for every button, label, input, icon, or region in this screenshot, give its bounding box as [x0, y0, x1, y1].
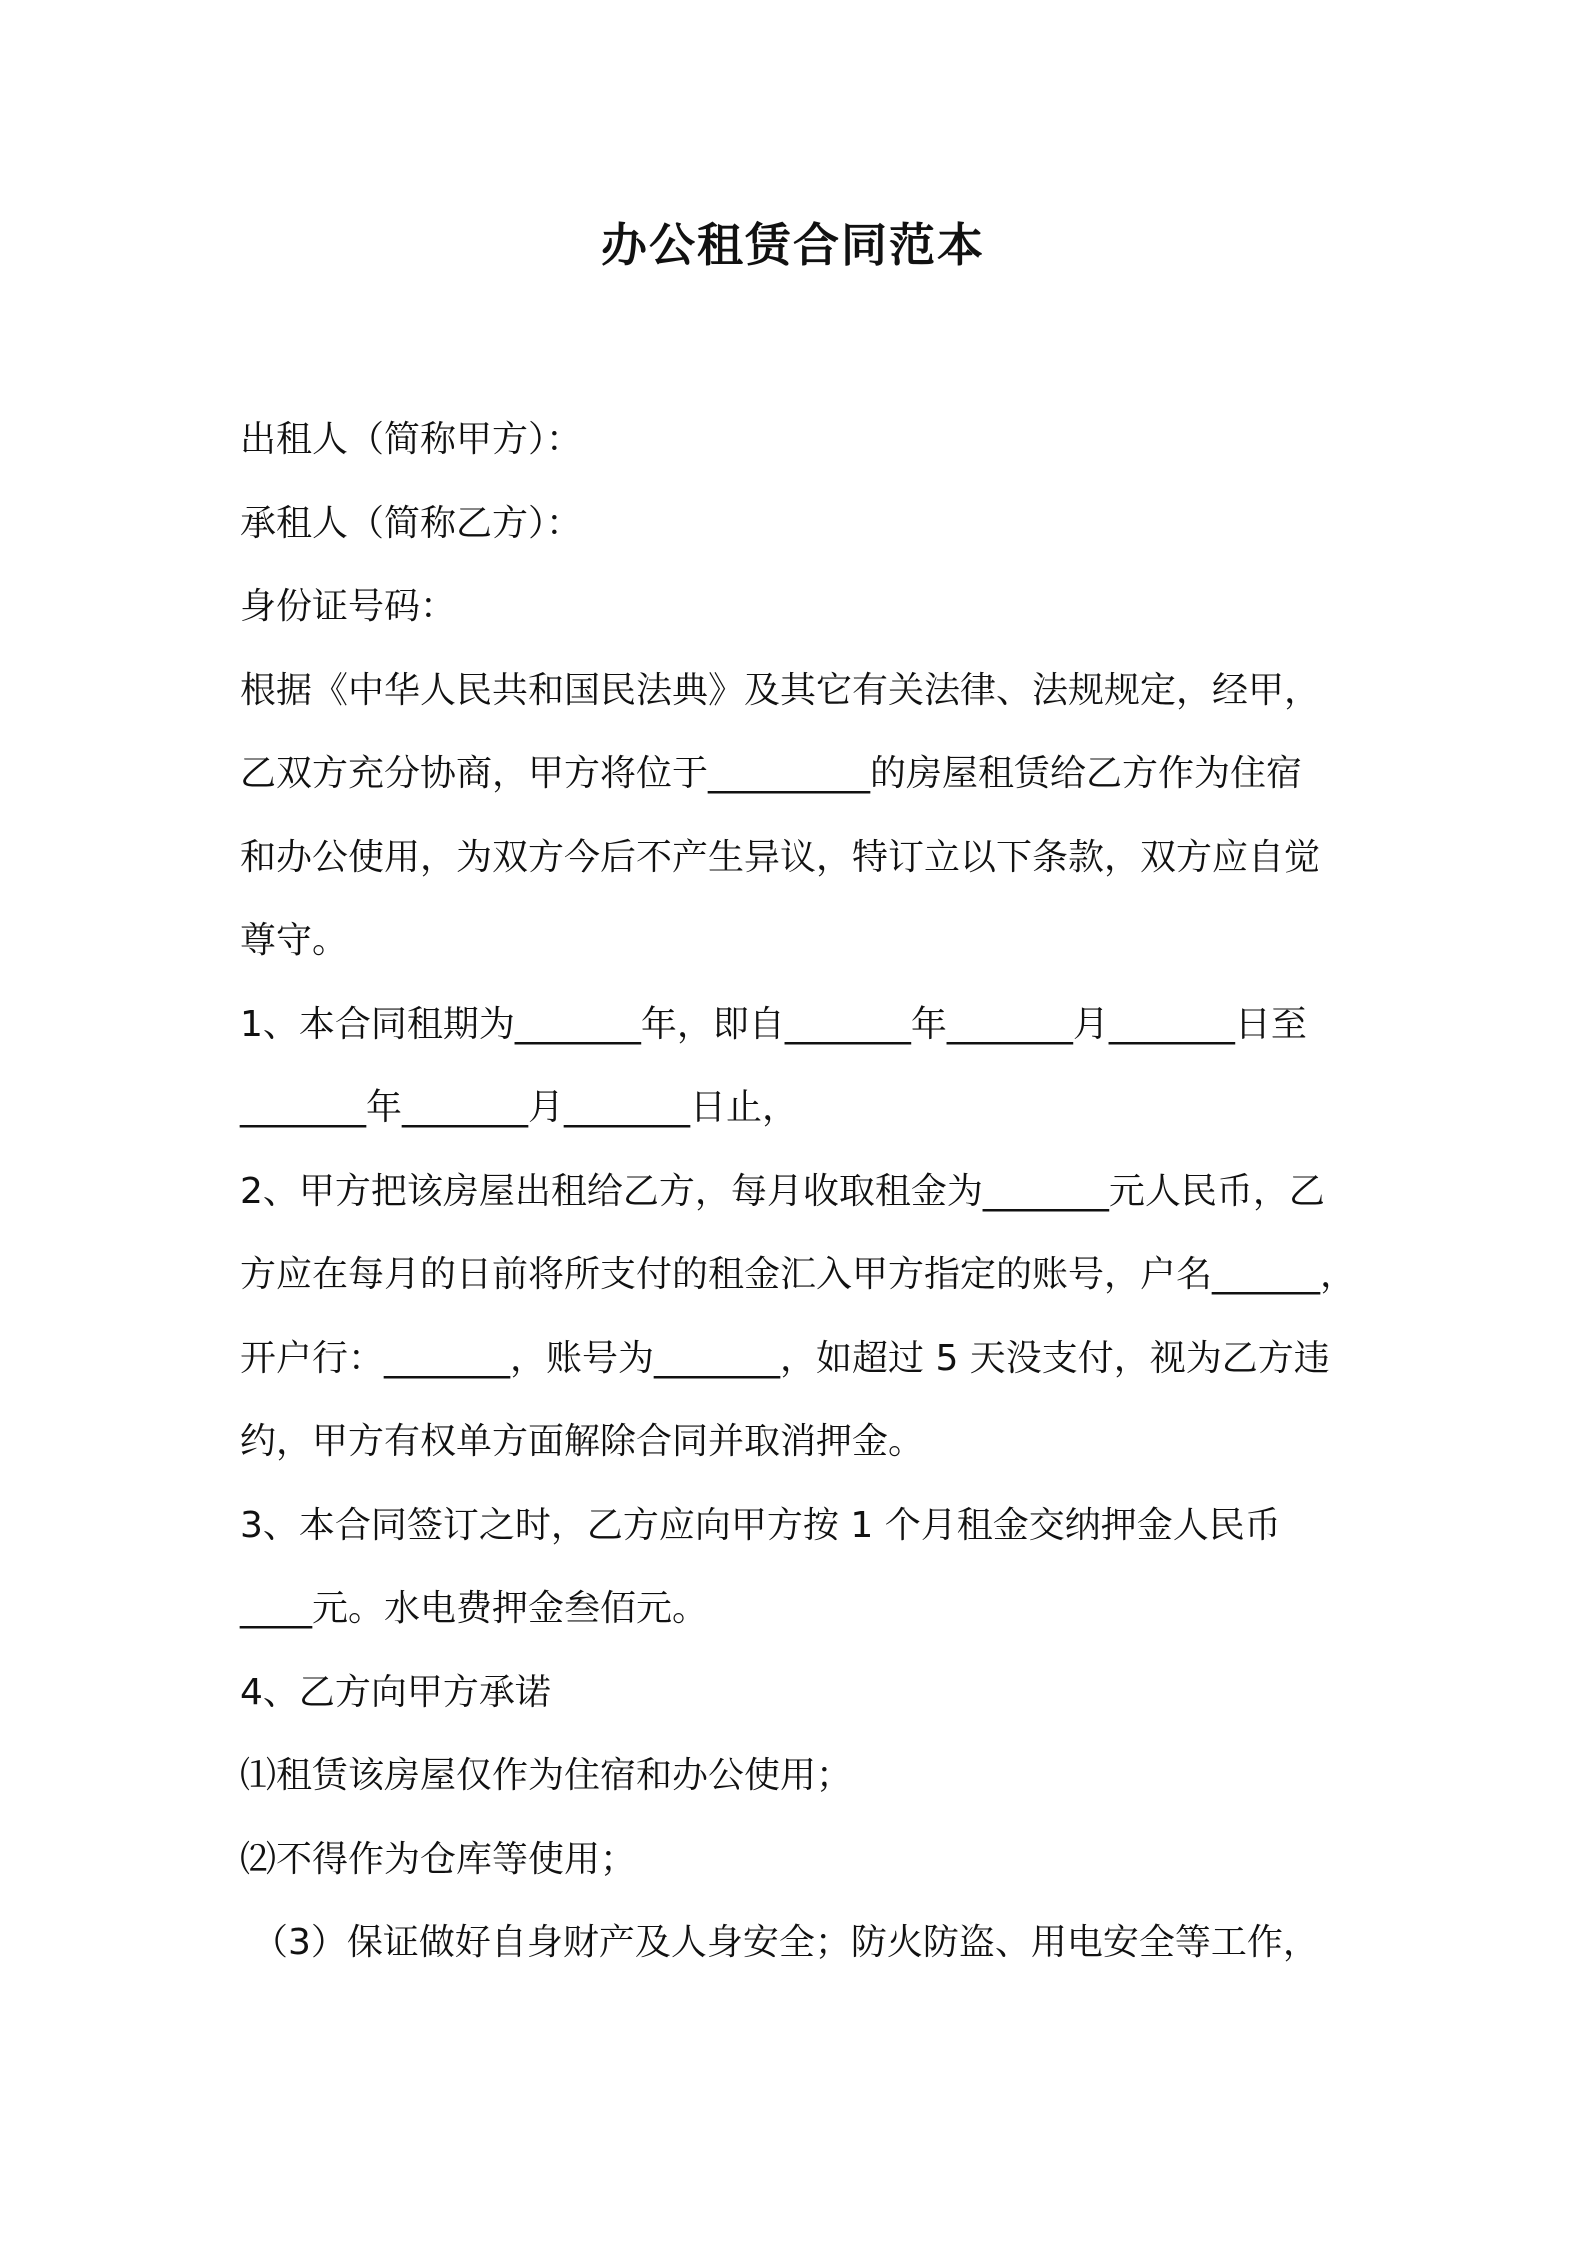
- lessor-line: 出租人（简称甲方）：: [240, 419, 583, 460]
- preamble-line-2: 乙双方充分协商，甲方将位于_________的房屋租赁给乙方作为住宿: [240, 753, 1303, 794]
- preamble-line-1: 根据《中华人民共和国民法典》及其它有关法律、法规规定，经甲，: [240, 669, 1321, 711]
- document-title: 办公租赁合同范本: [601, 218, 985, 272]
- preamble-line-4: 尊守。: [240, 920, 349, 961]
- preamble-line-3: 和办公使用，为双方今后不产生异议，特订立以下条款，双方应自觉: [240, 836, 1321, 878]
- clause-4-item-3: （3）保证做好自身财产及人身安全；防火防盗、用电安全等工作，: [252, 1922, 1319, 1963]
- clause-4-item-2: ⑵不得作为仓库等使用；: [240, 1838, 637, 1880]
- clause-3-line-1: 3、本合同签订之时，乙方应向甲方按 1 个月租金交纳押金人民币: [240, 1504, 1281, 1546]
- clause-4-item-1: ⑴租赁该房屋仅作为住宿和办公使用；: [240, 1755, 853, 1796]
- clause-4-heading: 4、乙方向甲方承诺: [240, 1671, 551, 1713]
- clause-2-line-1: 2、甲方把该房屋出租给乙方，每月收取租金为_______元人民币，乙: [240, 1170, 1325, 1212]
- id-number-line: 身份证号码：: [240, 586, 457, 627]
- clause-2-line-3: 开户行：_______，账号为_______，如超过 5 天没支付，视为乙方违: [240, 1337, 1330, 1379]
- clause-3-line-2: ____元。水电费押金叁佰元。: [240, 1588, 709, 1629]
- clause-1-line-1: 1、本合同租期为_______年，即自_______年_______月_______日至: [240, 1003, 1307, 1045]
- lessee-line: 承租人（简称乙方）：: [240, 502, 583, 544]
- clause-2-line-2: 方应在每月的日前将所支付的租金汇入甲方指定的账号，户名______，: [240, 1254, 1357, 1295]
- document-body: [240, 398, 1390, 1985]
- clause-1-line-2: _______年_______月_______日止，: [240, 1087, 799, 1128]
- clause-2-line-4: 约，甲方有权单方面解除合同并取消押金。: [240, 1421, 925, 1462]
